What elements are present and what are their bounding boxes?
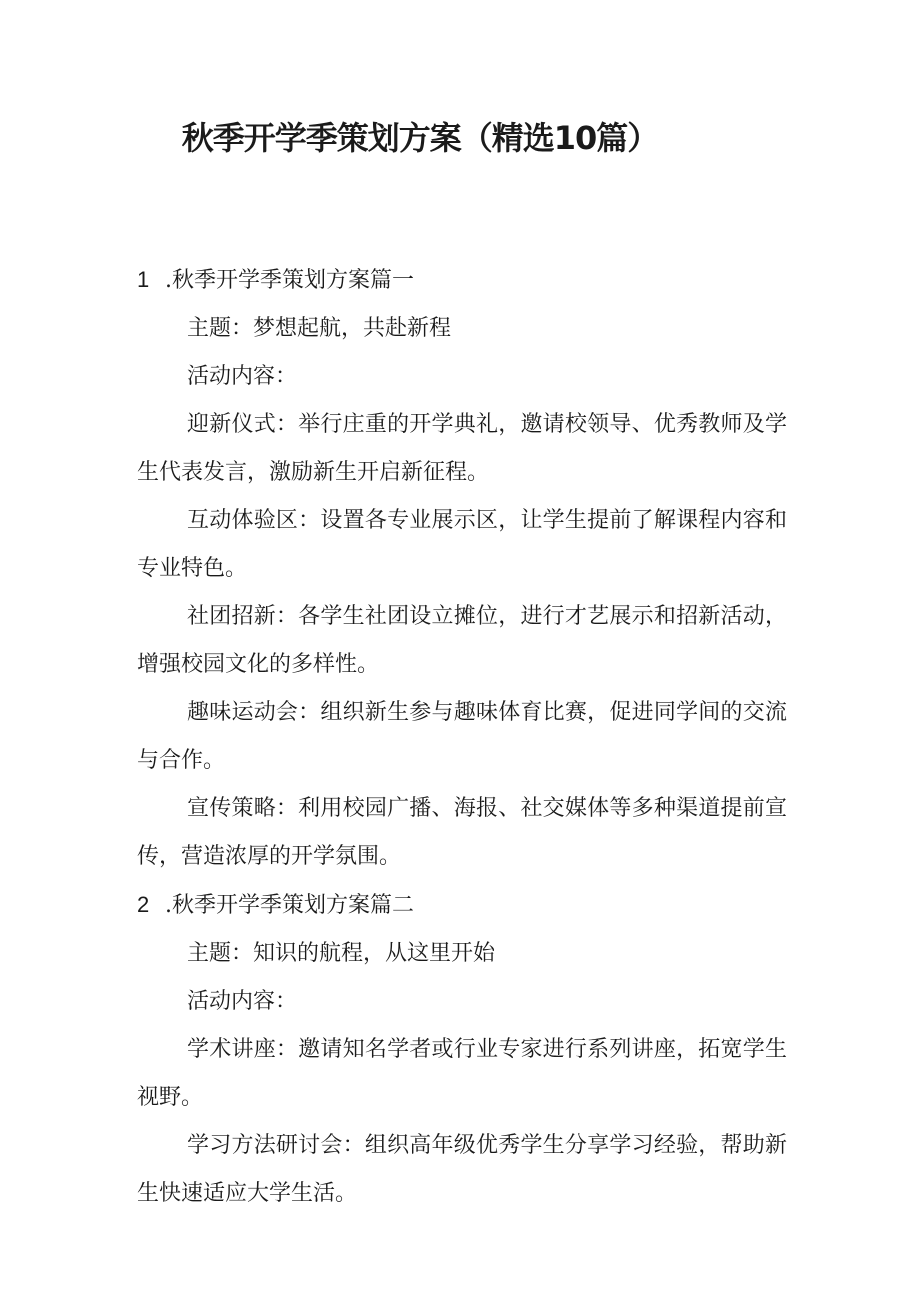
paragraph: 学习方法研讨会：组织高年级优秀学生分享学习经验，帮助新生快速适应大学生活。 <box>137 1133 787 1206</box>
section-heading <box>137 881 787 930</box>
document-body <box>137 256 787 1218</box>
document-title: 秋季开学季策划方案（精选10篇） <box>181 119 659 157</box>
paragraph: 主题：梦想起航，共赴新程 <box>187 316 452 341</box>
section-heading <box>137 256 787 305</box>
paragraph: 主题：知识的航程，从这里开始 <box>187 941 496 966</box>
paragraph: 宣传策略：利用校园广播、海报、社交媒体等多种渠道提前宣传，营造浓厚的开学氛围。 <box>137 796 787 869</box>
paragraph: 学术讲座：邀请知名学者或行业专家进行系列讲座，拓宽学生视野。 <box>137 1037 787 1110</box>
paragraph: 迎新仪式：举行庄重的开学典礼，邀请校领导、优秀教师及学生代表发言，激励新生开启新征程。 <box>137 412 787 485</box>
paragraph: 趣味运动会：组织新生参与趣味体育比赛，促进同学间的交流与合作。 <box>137 700 787 773</box>
paragraph: 社团招新：各学生社团设立摊位，进行才艺展示和招新活动，增强校园文化的多样性。 <box>137 604 787 677</box>
section-number: 2 <box>137 892 150 917</box>
section-number: 1 <box>137 267 150 292</box>
paragraph: 活动内容： <box>187 989 298 1014</box>
section-title: .秋季开学季策划方案篇一 <box>165 268 414 293</box>
section-title: .秋季开学季策划方案篇二 <box>165 893 414 918</box>
paragraph: 互动体验区：设置各专业展示区，让学生提前了解课程内容和专业特色。 <box>137 508 787 581</box>
section-2 <box>137 881 787 1218</box>
section-1 <box>137 256 787 881</box>
paragraph: 活动内容： <box>187 364 298 389</box>
